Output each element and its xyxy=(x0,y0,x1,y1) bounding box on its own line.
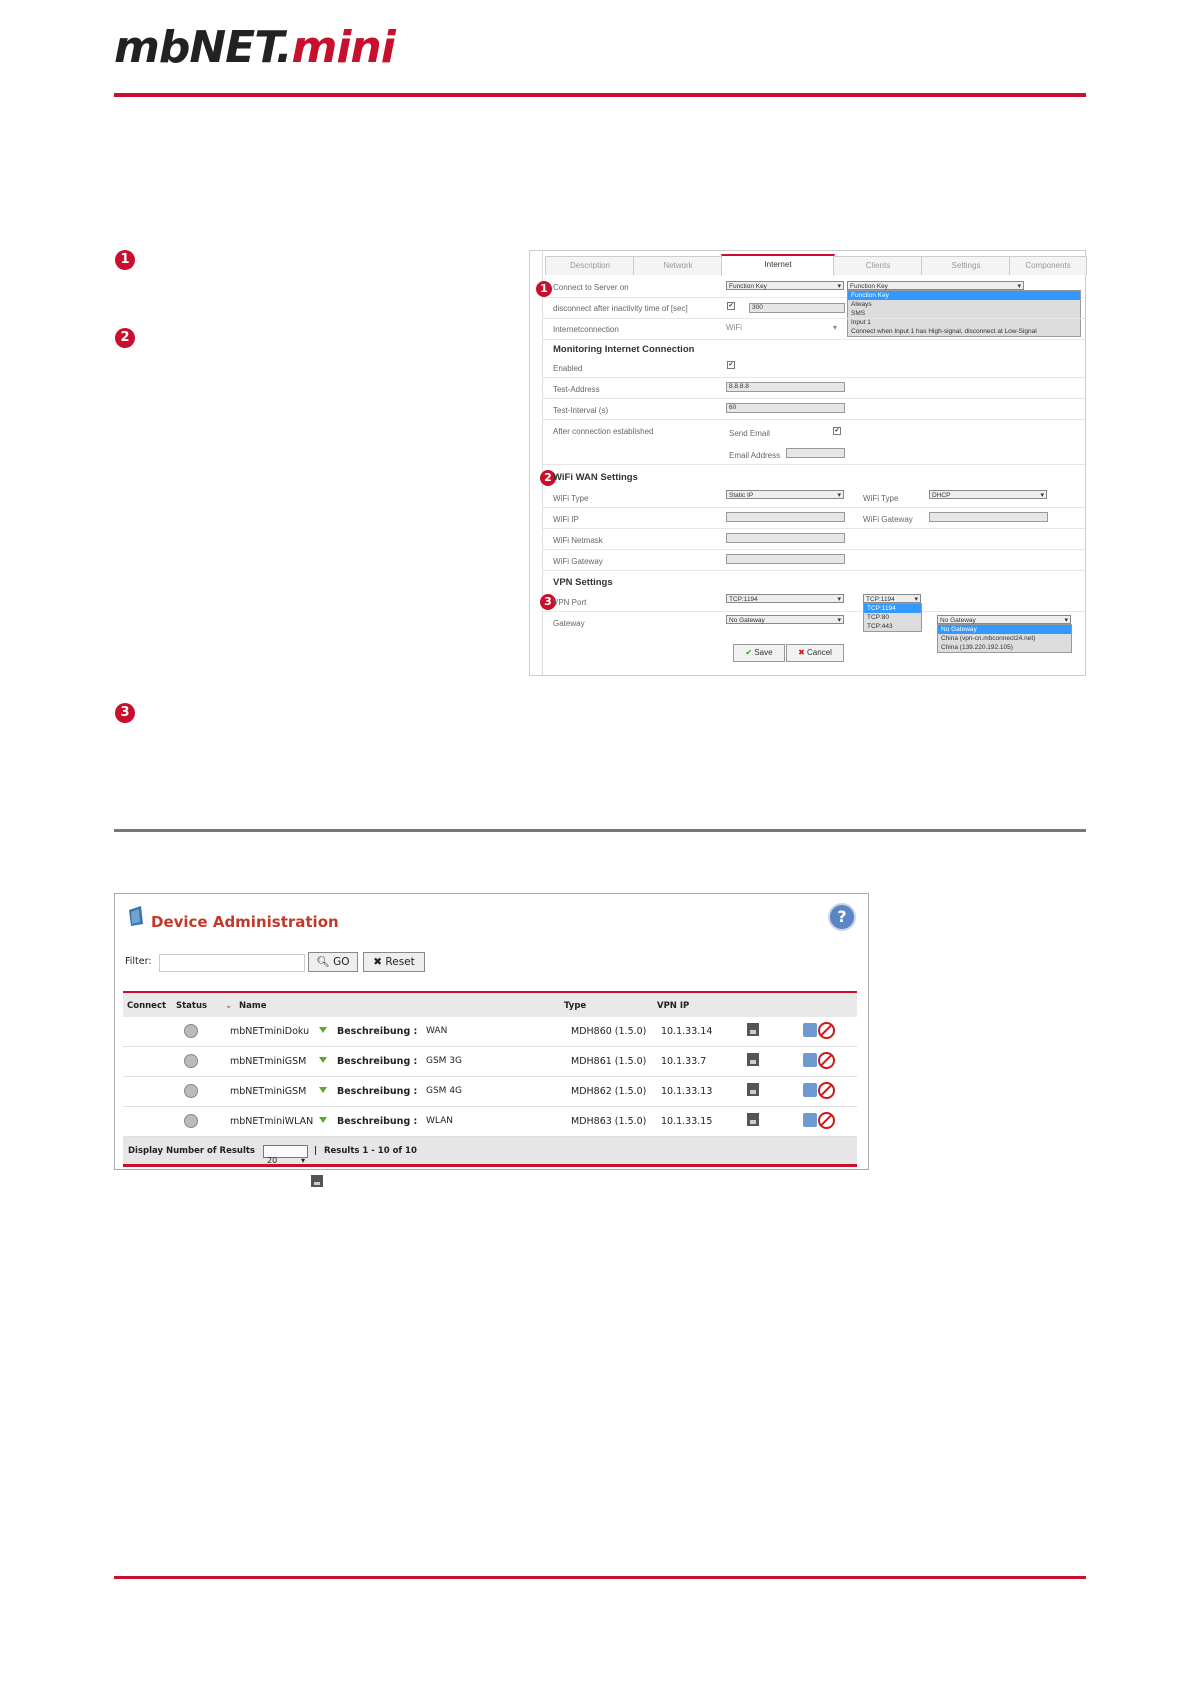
wifi-type-row xyxy=(543,487,1085,508)
gateway-option-none[interactable]: No Gateway xyxy=(938,625,1071,634)
col-type[interactable]: Type xyxy=(564,1001,587,1011)
vpn-port-option-80[interactable]: TCP:80 xyxy=(867,614,890,621)
table-row xyxy=(123,1107,857,1137)
header-divider xyxy=(114,93,1086,97)
monitoring-title: Monitoring Internet Connection xyxy=(553,344,695,355)
marker-3: 3 xyxy=(115,703,135,723)
disconnect-input[interactable]: 300 xyxy=(749,303,845,313)
connect-dropdown-select[interactable]: Function Key ▾ xyxy=(847,281,1024,290)
description-label: Beschreibung : xyxy=(337,1116,418,1127)
wifi-title: WiFi WAN Settings xyxy=(553,472,638,483)
vpn-port-select[interactable]: TCP:1194 ▾ xyxy=(726,594,844,603)
col-status[interactable]: Status xyxy=(176,1001,208,1011)
test-interval-row xyxy=(543,399,1085,420)
wifi-netmask-label: WiFi Netmask xyxy=(553,536,603,545)
device-logo-icon xyxy=(127,904,145,928)
check-icon: ✔ xyxy=(745,648,753,657)
email-address-label: Email Address xyxy=(729,451,781,460)
edit-icon[interactable] xyxy=(803,1083,817,1097)
tab-description[interactable]: Description xyxy=(545,256,635,275)
results-count: Results 1 - 10 of 10 xyxy=(324,1146,417,1156)
status-indicator xyxy=(184,1054,198,1068)
floppy-disk-icon xyxy=(311,1175,323,1187)
wifi-netmask-input[interactable] xyxy=(726,533,845,543)
device-name[interactable]: mbNETminiDoku xyxy=(230,1026,310,1037)
test-interval-label: Test-Interval (s) xyxy=(553,406,609,415)
edit-icon[interactable] xyxy=(803,1113,817,1127)
description-value: WLAN xyxy=(426,1116,454,1126)
device-type: MDH862 (1.5.0) xyxy=(571,1086,647,1097)
device-name[interactable]: mbNETminiWLAN xyxy=(230,1116,314,1127)
enabled-row xyxy=(543,357,1085,378)
col-connect[interactable]: Connect xyxy=(127,1001,167,1011)
internetconnection-row xyxy=(543,319,1085,340)
connect-option-sms[interactable]: SMS xyxy=(851,310,866,317)
expand-triangle-icon[interactable] xyxy=(319,1027,327,1033)
wifi-ip-row xyxy=(543,508,1085,529)
vpn-port-dropdown-select[interactable]: TCP:1194 ▾ xyxy=(863,594,921,603)
gateway-option-china-dns[interactable]: China (vpn-cn.mbconnect24.net) xyxy=(941,635,1036,642)
gateway-label: Gateway xyxy=(553,619,585,628)
vpn-port-option-1194[interactable]: TCP:1194 xyxy=(864,604,921,613)
send-email-checkbox[interactable]: ✔ xyxy=(834,428,840,434)
connect-option-input-1[interactable]: Input 1 xyxy=(851,319,871,326)
description-value: WAN xyxy=(426,1026,448,1036)
internet-settings-panel xyxy=(529,250,1086,676)
wifi-gateway2-label: WiFi Gateway xyxy=(863,515,913,524)
cancel-button[interactable]: ✖ Cancel xyxy=(786,644,844,662)
test-interval-input[interactable]: 60 xyxy=(726,403,845,413)
delete-icon[interactable] xyxy=(818,1112,835,1129)
chevron-down-icon: ▾ xyxy=(300,1156,305,1165)
vpn-ip: 10.1.33.7 xyxy=(661,1056,707,1067)
chevron-down-icon: ▾ xyxy=(833,323,838,332)
wifi-gateway-input[interactable] xyxy=(726,554,845,564)
marker-1: 1 xyxy=(115,250,135,270)
floppy-disk-icon[interactable] xyxy=(747,1053,759,1066)
gateway-select[interactable]: No Gateway ▾ xyxy=(726,615,844,624)
disconnect-checkbox[interactable]: ✔ xyxy=(728,303,734,309)
status-indicator xyxy=(184,1084,198,1098)
table-footer xyxy=(123,1137,857,1167)
vpn-ip: 10.1.33.15 xyxy=(661,1116,713,1127)
filter-input[interactable] xyxy=(159,954,305,972)
table-row xyxy=(123,1077,857,1107)
device-administration-panel xyxy=(114,893,869,1170)
disconnect-row xyxy=(543,298,1085,319)
panel-marker-2: 2 xyxy=(540,470,556,486)
connect-label: Connect to Server on xyxy=(553,283,629,292)
marker-2: 2 xyxy=(115,328,135,348)
close-icon: ✖ xyxy=(373,956,383,968)
floppy-disk-icon[interactable] xyxy=(747,1083,759,1096)
email-address-input[interactable] xyxy=(786,448,845,458)
table-header xyxy=(123,991,857,1017)
tab-components[interactable]: Components xyxy=(1009,256,1087,275)
close-icon: ✖ xyxy=(798,648,805,657)
go-button[interactable]: 🔍︎ GO xyxy=(308,952,358,972)
expand-triangle-icon[interactable] xyxy=(319,1057,327,1063)
col-vpn-ip[interactable]: VPN IP xyxy=(657,1001,690,1011)
col-name[interactable]: Name xyxy=(239,1001,267,1011)
description-label: Beschreibung : xyxy=(337,1086,418,1097)
tab-clients[interactable]: Clients xyxy=(833,256,923,275)
section-divider xyxy=(114,829,1086,832)
gateway-dropdown-select[interactable]: No Gateway ▾ xyxy=(937,615,1071,624)
results-per-page-select[interactable]: 20 ▾ xyxy=(263,1145,308,1158)
table-row xyxy=(123,1017,857,1047)
enabled-label: Enabled xyxy=(553,364,583,373)
after-connection-row xyxy=(543,420,1085,465)
floppy-disk-icon[interactable] xyxy=(747,1113,759,1126)
internetconnection-label: Internetconnection xyxy=(553,325,619,334)
panel-marker-3: 3 xyxy=(540,594,556,610)
save-button[interactable]: ✔ Save xyxy=(733,644,785,662)
wifi-type2-label: WiFi Type xyxy=(863,494,899,503)
display-results-label: Display Number of Results xyxy=(128,1146,255,1156)
tab-internet[interactable]: Internet xyxy=(721,254,835,276)
disconnect-label: disconnect after inactivity time of [sec] xyxy=(553,304,688,313)
edit-icon[interactable] xyxy=(803,1023,817,1037)
filter-label: Filter: xyxy=(125,956,152,967)
wifi-ip-input[interactable] xyxy=(726,512,845,522)
description-value: GSM 3G xyxy=(426,1056,463,1066)
device-name[interactable]: mbNETminiGSM xyxy=(230,1056,307,1067)
search-icon: 🔍︎ xyxy=(316,956,330,968)
sort-chevron-icon[interactable]: ⌄ xyxy=(225,1001,233,1011)
wifi-netmask-row xyxy=(543,529,1085,550)
reset-button[interactable]: ✖ Reset xyxy=(363,952,425,972)
table-row xyxy=(123,1047,857,1077)
vpn-ip: 10.1.33.13 xyxy=(661,1086,713,1097)
wifi-gateway2-input[interactable] xyxy=(929,512,1048,522)
description-value: GSM 4G xyxy=(426,1086,463,1096)
expand-triangle-icon[interactable] xyxy=(319,1117,327,1123)
description-label: Beschreibung : xyxy=(337,1056,418,1067)
test-address-label: Test-Address xyxy=(553,385,600,394)
page-title: Device Administration xyxy=(151,913,339,931)
tab-network[interactable]: Network xyxy=(633,256,723,275)
status-indicator xyxy=(184,1024,198,1038)
device-type: MDH861 (1.5.0) xyxy=(571,1056,647,1067)
after-connection-label: After connection established xyxy=(553,427,654,436)
internetconnection-value[interactable]: WiFi xyxy=(726,323,742,332)
vpn-title: VPN Settings xyxy=(553,577,613,588)
device-type: MDH863 (1.5.0) xyxy=(571,1116,647,1127)
delete-icon[interactable] xyxy=(818,1022,835,1039)
connect-option-function-key[interactable]: Function Key xyxy=(848,291,1080,300)
footer-separator: | xyxy=(314,1146,318,1156)
status-indicator xyxy=(184,1114,198,1128)
delete-icon[interactable] xyxy=(818,1052,835,1069)
tab-settings[interactable]: Settings xyxy=(921,256,1011,275)
vpn-port-option-443[interactable]: TCP:443 xyxy=(867,623,893,630)
edit-icon[interactable] xyxy=(803,1053,817,1067)
send-email-label: Send Email xyxy=(729,429,770,438)
test-address-input[interactable]: 8.8.8.8 xyxy=(726,382,845,392)
device-type: MDH860 (1.5.0) xyxy=(571,1026,647,1037)
footer-divider xyxy=(114,1576,1086,1579)
wifi-gateway-row xyxy=(543,550,1085,571)
help-icon[interactable]: ? xyxy=(828,903,856,931)
vpn-port-label: VPN Port xyxy=(553,598,587,607)
wifi-type2-select[interactable]: DHCP ▾ xyxy=(929,490,1047,499)
wifi-type-select[interactable]: Static IP ▾ xyxy=(726,490,844,499)
gateway-option-china-ip[interactable]: China (139.220.192.105) xyxy=(941,644,1013,651)
floppy-disk-icon[interactable] xyxy=(747,1023,759,1036)
connect-select[interactable]: Function Key ▾ xyxy=(726,281,844,290)
wifi-ip-label: WiFi IP xyxy=(553,515,579,524)
vpn-port-row xyxy=(543,591,1085,612)
gateway-dropdown-list xyxy=(937,624,1072,653)
wifi-type-label: WiFi Type xyxy=(553,494,589,503)
connect-option-input-signal[interactable]: Connect when Input 1 has High-signal, disconnect at Low-Signal xyxy=(851,328,1037,335)
vpn-ip: 10.1.33.14 xyxy=(661,1026,713,1037)
enabled-checkbox[interactable]: ✔ xyxy=(728,362,734,368)
description-label: Beschreibung : xyxy=(337,1026,418,1037)
product-logo: mbNET.mini xyxy=(114,22,395,73)
panel-marker-1: 1 xyxy=(536,281,552,297)
device-name[interactable]: mbNETminiGSM xyxy=(230,1086,307,1097)
test-address-row xyxy=(543,378,1085,399)
delete-icon[interactable] xyxy=(818,1082,835,1099)
wifi-gateway-label: WiFi Gateway xyxy=(553,557,603,566)
connect-option-always[interactable]: Always xyxy=(851,301,872,308)
expand-triangle-icon[interactable] xyxy=(319,1087,327,1093)
